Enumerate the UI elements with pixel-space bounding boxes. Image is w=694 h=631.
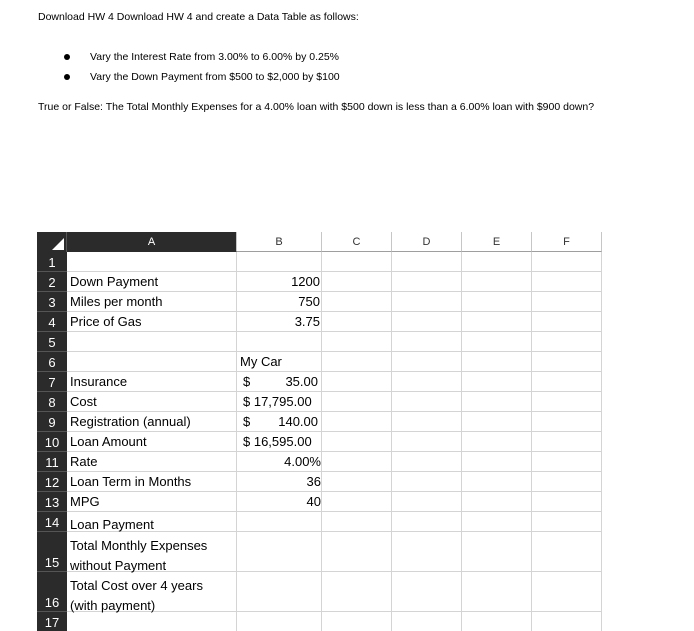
label-down-payment: Down Payment bbox=[70, 274, 159, 289]
row-header-7[interactable]: 7 bbox=[37, 372, 67, 392]
cell[interactable] bbox=[462, 412, 532, 432]
cell[interactable] bbox=[67, 612, 237, 631]
cell[interactable] bbox=[532, 292, 602, 312]
cell[interactable] bbox=[532, 532, 602, 572]
cell[interactable] bbox=[322, 252, 392, 272]
cell[interactable] bbox=[67, 352, 237, 372]
label-total-cost-line2: (with payment) bbox=[70, 598, 156, 613]
cell[interactable] bbox=[67, 332, 237, 352]
column-header-b[interactable]: B bbox=[237, 232, 322, 252]
cell[interactable] bbox=[532, 392, 602, 412]
cell[interactable] bbox=[322, 312, 392, 332]
cell[interactable] bbox=[322, 492, 392, 512]
cell[interactable] bbox=[462, 372, 532, 392]
row-header-12[interactable]: 12 bbox=[37, 472, 67, 492]
row-header-6[interactable]: 6 bbox=[37, 352, 67, 372]
value-registration: 140.00 bbox=[278, 414, 318, 429]
value-loan-term: 36 bbox=[306, 474, 321, 489]
label-total-monthly-line2: without Payment bbox=[70, 558, 167, 573]
cell[interactable] bbox=[462, 512, 532, 532]
label-loan-amount: Loan Amount bbox=[70, 434, 147, 449]
cell[interactable] bbox=[532, 452, 602, 472]
bullet-item bbox=[60, 69, 340, 89]
cell[interactable] bbox=[237, 572, 322, 612]
column-header-a[interactable]: A bbox=[67, 232, 237, 252]
cell[interactable] bbox=[392, 312, 462, 332]
label-cost: Cost bbox=[70, 394, 97, 409]
cell[interactable] bbox=[462, 312, 532, 332]
label-loan-payment: Loan Payment bbox=[70, 517, 154, 532]
cell[interactable] bbox=[532, 272, 602, 292]
cell[interactable] bbox=[532, 512, 602, 532]
cell[interactable] bbox=[392, 292, 462, 312]
cell[interactable] bbox=[322, 272, 392, 292]
cell[interactable] bbox=[462, 492, 532, 512]
row-header-13[interactable]: 13 bbox=[37, 492, 67, 512]
column-header-f[interactable]: F bbox=[532, 232, 602, 252]
value-my-car-header: My Car bbox=[240, 354, 282, 369]
bullet-text: Vary the Interest Rate from 3.00% to 6.00% by 0.25% bbox=[90, 51, 340, 63]
cell[interactable] bbox=[322, 532, 392, 572]
cell[interactable] bbox=[392, 572, 462, 612]
cell[interactable] bbox=[392, 432, 462, 452]
row-header-11[interactable]: 11 bbox=[37, 452, 67, 472]
row-header-17[interactable]: 17 bbox=[37, 612, 67, 631]
row-header-1[interactable]: 1 bbox=[37, 252, 67, 272]
value-price-of-gas: 3.75 bbox=[294, 314, 320, 329]
instructions-title: Download HW 4 Download HW 4 and create a Data Table as follows: bbox=[38, 11, 359, 23]
cell[interactable] bbox=[462, 612, 532, 631]
cell[interactable] bbox=[462, 432, 532, 452]
row-header-2[interactable]: 2 bbox=[37, 272, 67, 292]
cell[interactable] bbox=[67, 252, 237, 272]
value-loan-amount: $ 16,595.00 bbox=[243, 434, 312, 449]
cell[interactable] bbox=[237, 512, 322, 532]
cell[interactable] bbox=[462, 252, 532, 272]
instructions-bullets bbox=[60, 49, 340, 89]
cell[interactable] bbox=[322, 432, 392, 452]
cell[interactable] bbox=[462, 572, 532, 612]
value-insurance: 35.00 bbox=[285, 374, 318, 389]
cell[interactable] bbox=[322, 332, 392, 352]
bullet-dot-icon bbox=[64, 54, 70, 60]
cell[interactable] bbox=[532, 432, 602, 452]
row-header-9[interactable]: 9 bbox=[37, 412, 67, 432]
row-header-8[interactable]: 8 bbox=[37, 392, 67, 412]
value-insurance-currency: $ bbox=[243, 374, 251, 389]
row-header-10[interactable]: 10 bbox=[37, 432, 67, 452]
cell[interactable] bbox=[237, 332, 322, 352]
cell[interactable] bbox=[322, 392, 392, 412]
cell[interactable] bbox=[462, 472, 532, 492]
label-insurance: Insurance bbox=[70, 374, 128, 389]
cell[interactable] bbox=[322, 292, 392, 312]
cell[interactable] bbox=[532, 352, 602, 372]
cell[interactable] bbox=[322, 352, 392, 372]
cell[interactable] bbox=[462, 332, 532, 352]
cell[interactable] bbox=[392, 272, 462, 292]
cell[interactable] bbox=[237, 612, 322, 631]
cell[interactable] bbox=[532, 412, 602, 432]
select-all-corner[interactable] bbox=[37, 232, 67, 252]
cell[interactable] bbox=[532, 312, 602, 332]
cell[interactable] bbox=[532, 252, 602, 272]
row-header-14[interactable]: 14 bbox=[37, 512, 67, 532]
cell[interactable] bbox=[392, 352, 462, 372]
cell[interactable] bbox=[462, 452, 532, 472]
cell[interactable] bbox=[322, 452, 392, 472]
cell[interactable] bbox=[392, 492, 462, 512]
column-header-e[interactable]: E bbox=[462, 232, 532, 252]
cell[interactable] bbox=[322, 412, 392, 432]
value-rate: 4.00% bbox=[284, 454, 321, 469]
cell[interactable] bbox=[462, 392, 532, 412]
cell[interactable] bbox=[532, 472, 602, 492]
cell[interactable] bbox=[532, 612, 602, 631]
cell[interactable] bbox=[392, 252, 462, 272]
label-price-of-gas: Price of Gas bbox=[70, 314, 142, 329]
value-miles-per-month: 750 bbox=[298, 294, 320, 309]
cell[interactable] bbox=[322, 472, 392, 492]
label-total-cost-line1: Total Cost over 4 years bbox=[70, 578, 203, 593]
value-cost: $ 17,795.00 bbox=[243, 394, 312, 409]
cell[interactable] bbox=[462, 352, 532, 372]
label-total-monthly-line1: Total Monthly Expenses bbox=[70, 538, 208, 553]
bullet-dot-icon bbox=[64, 74, 70, 80]
label-registration: Registration (annual) bbox=[70, 414, 191, 429]
bullet-item bbox=[60, 49, 340, 69]
bullet-text: Vary the Down Payment from $500 to $2,000 by $100 bbox=[90, 71, 340, 83]
value-down-payment: 1200 bbox=[291, 274, 320, 289]
label-mpg: MPG bbox=[70, 494, 100, 509]
row-header-5[interactable]: 5 bbox=[37, 332, 67, 352]
row-header-15[interactable]: 15 bbox=[37, 532, 67, 572]
cell[interactable] bbox=[462, 272, 532, 292]
cell[interactable] bbox=[392, 512, 462, 532]
row-header-3[interactable]: 3 bbox=[37, 292, 67, 312]
label-loan-term: Loan Term in Months bbox=[70, 474, 192, 489]
cell[interactable] bbox=[462, 532, 532, 572]
cell[interactable] bbox=[322, 612, 392, 631]
row-header-4[interactable]: 4 bbox=[37, 312, 67, 332]
cell[interactable] bbox=[237, 532, 322, 572]
cell[interactable] bbox=[392, 612, 462, 631]
cell[interactable] bbox=[392, 392, 462, 412]
cell[interactable] bbox=[532, 372, 602, 392]
value-mpg: 40 bbox=[306, 494, 321, 509]
label-rate: Rate bbox=[70, 454, 98, 469]
cell[interactable] bbox=[532, 492, 602, 512]
cell[interactable] bbox=[322, 372, 392, 392]
select-all-triangle-icon bbox=[52, 238, 64, 250]
spreadsheet bbox=[37, 232, 606, 631]
row-header-16[interactable]: 16 bbox=[37, 572, 67, 612]
column-header-d[interactable]: D bbox=[392, 232, 462, 252]
value-registration-currency: $ bbox=[243, 414, 251, 429]
cell[interactable] bbox=[392, 472, 462, 492]
question-text: True or False: The Total Monthly Expenses for a 4.00% loan with $500 down is less than a 6.00% loan with $900 down? bbox=[38, 101, 595, 113]
cell[interactable] bbox=[392, 452, 462, 472]
cell[interactable] bbox=[532, 572, 602, 612]
cell[interactable] bbox=[392, 372, 462, 392]
cell[interactable] bbox=[462, 292, 532, 312]
column-header-c[interactable]: C bbox=[322, 232, 392, 252]
label-miles-per-month: Miles per month bbox=[70, 294, 163, 309]
cell[interactable] bbox=[532, 332, 602, 352]
cell[interactable] bbox=[392, 332, 462, 352]
cell[interactable] bbox=[322, 512, 392, 532]
cell[interactable] bbox=[392, 532, 462, 572]
cell[interactable] bbox=[322, 572, 392, 612]
cell[interactable] bbox=[237, 252, 322, 272]
cell[interactable] bbox=[392, 412, 462, 432]
